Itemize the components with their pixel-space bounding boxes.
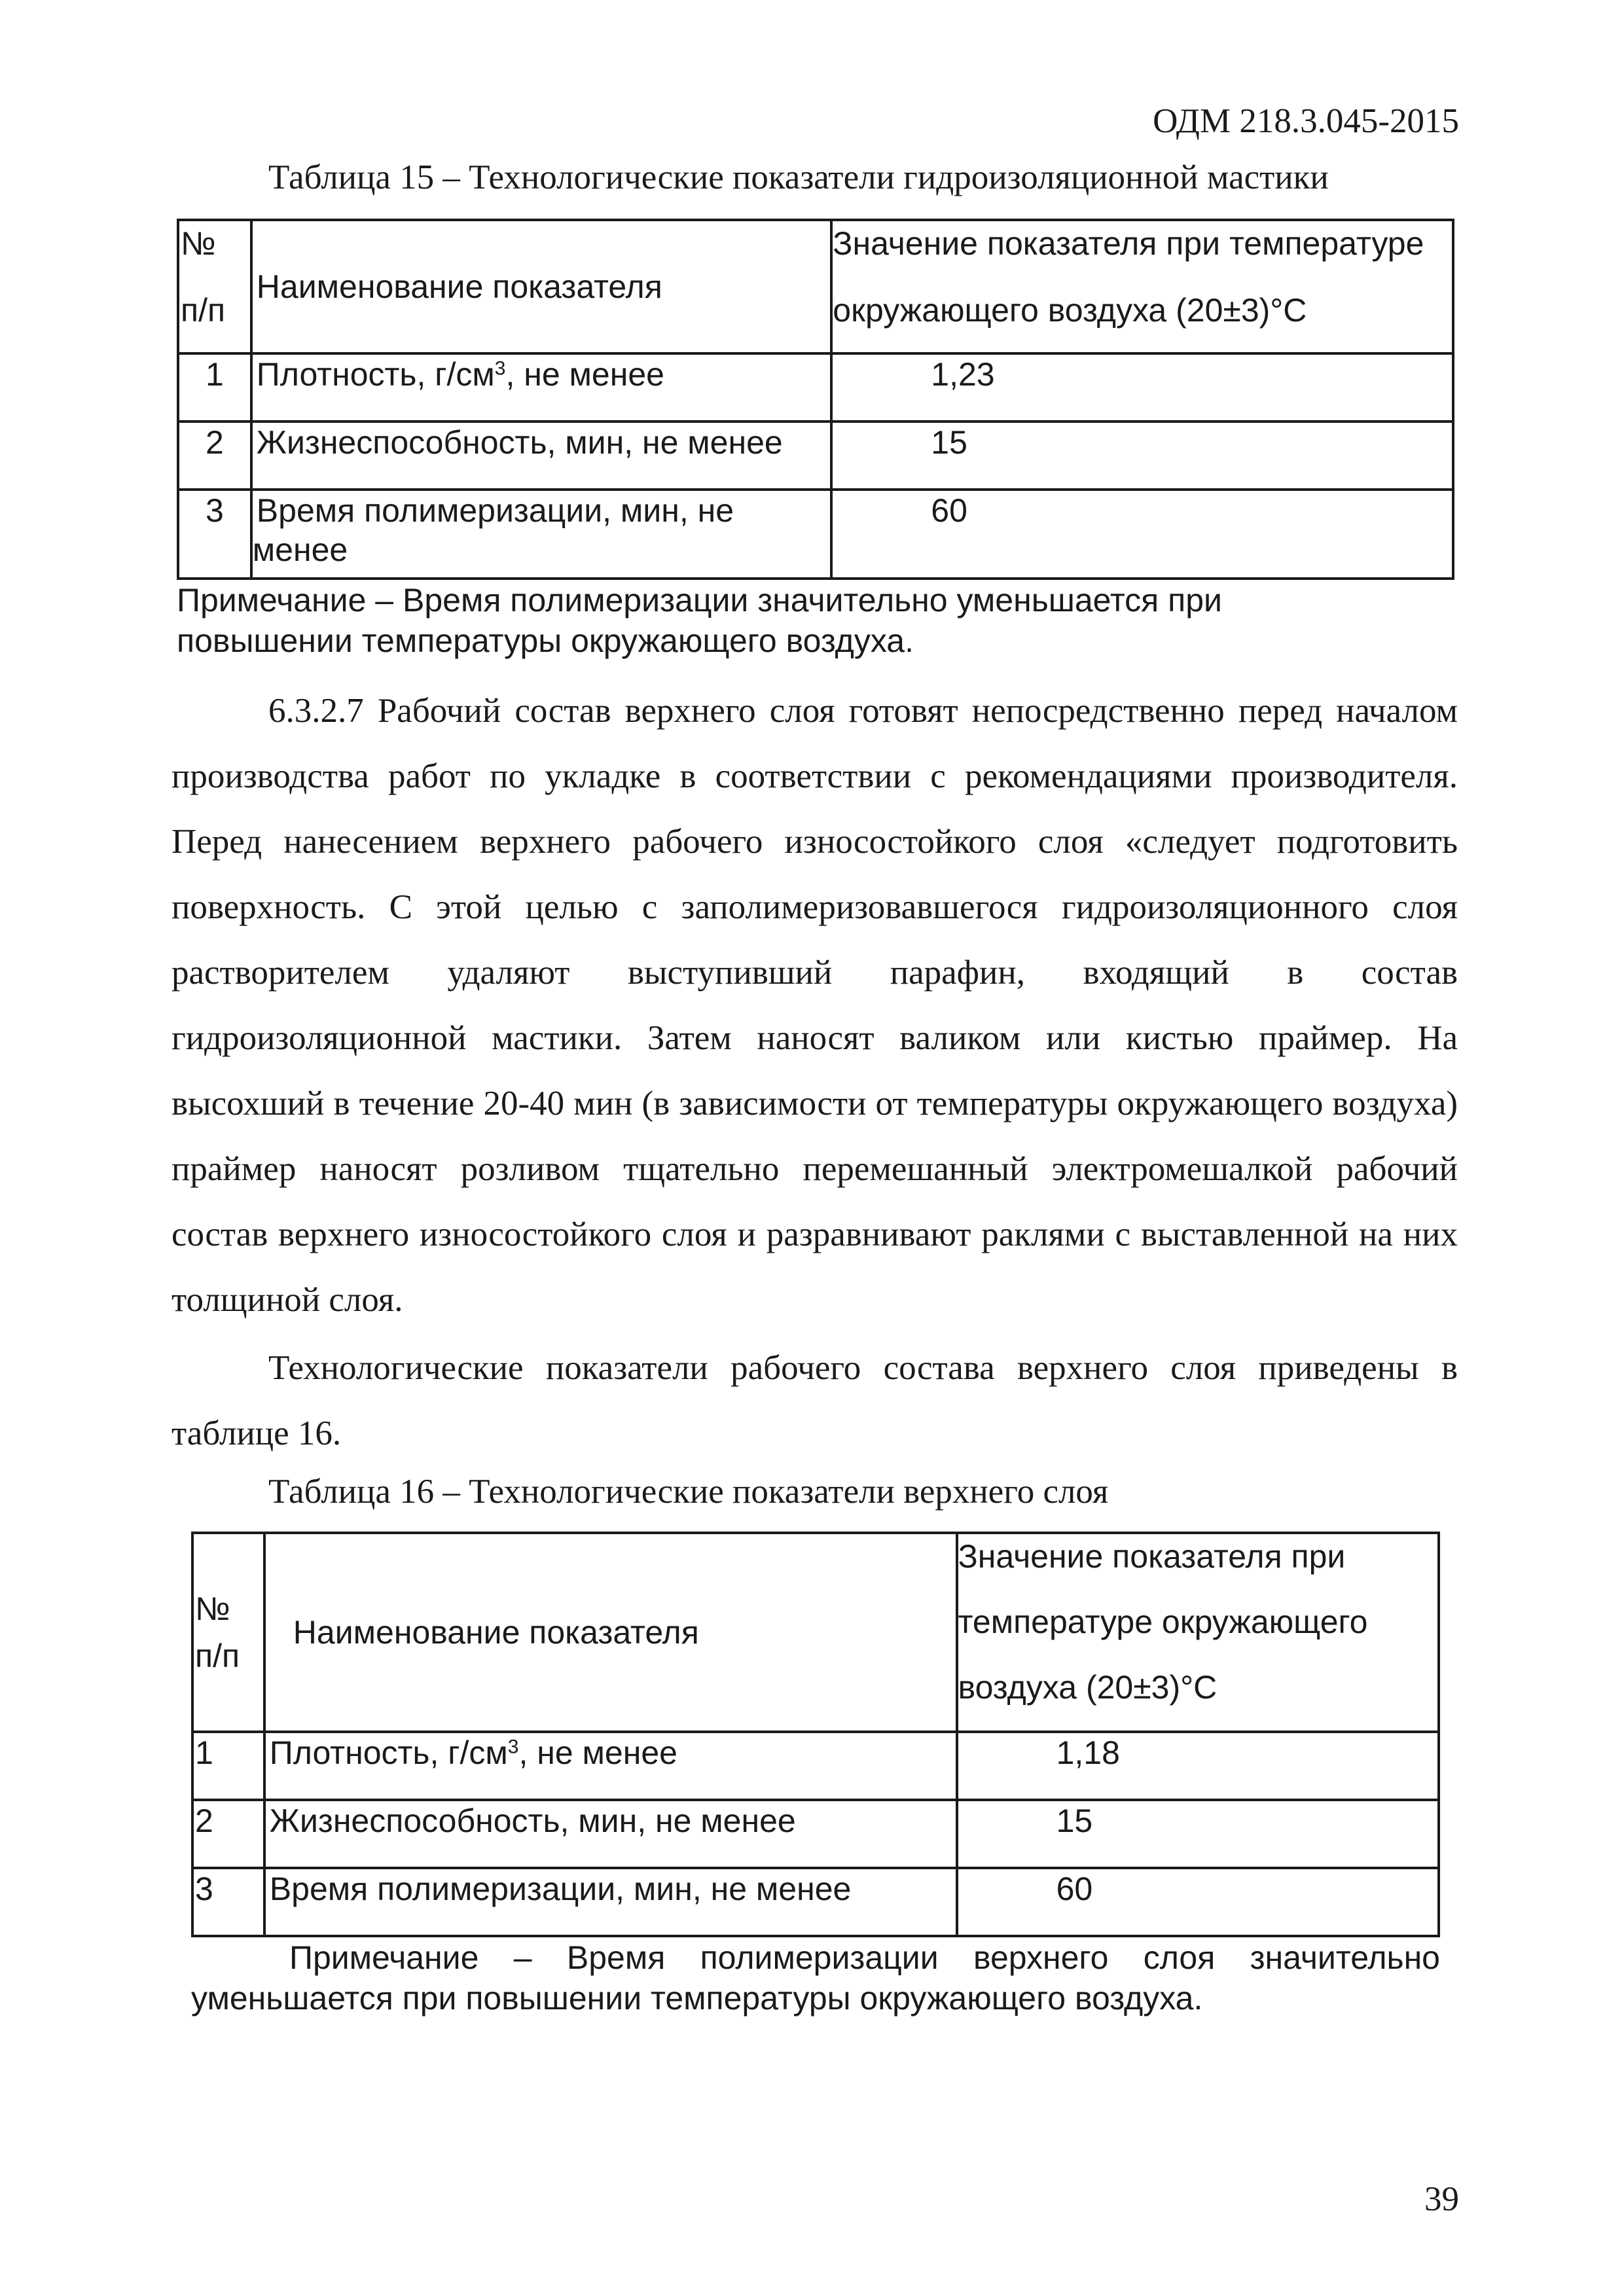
table-row: 1 Плотность, $г/см^3$, не менее 1,18 <box>192 1732 1439 1800</box>
table15-row3-name: Время полимеризации, мин, не менее <box>251 490 831 579</box>
table-row: 2 Жизнеспособность, мин, не менее 15 <box>192 1800 1439 1868</box>
table16-row1-name: Плотность, $г/см^3$, не менее <box>264 1732 957 1800</box>
table16-header-value: Значение показателя при температуре окружающего воздуха (20±3)°С <box>957 1533 1439 1732</box>
table15-caption: Таблица 15 – Технологические показатели гидроизоляционной мастики <box>268 158 1329 196</box>
table-row: 3 Время полимеризации, мин, не менее 60 <box>192 1868 1439 1936</box>
table15-header-value: Значение показателя при температуре окружающего воздуха (20±3)°С <box>831 220 1453 353</box>
table16-header-num: № п/п <box>192 1533 264 1732</box>
paragraph-table16-ref: Технологические показатели рабочего состава верхнего слоя приведены в таблице 16. <box>171 1349 1458 1452</box>
page-number: 39 <box>1424 2180 1459 2218</box>
table16-note: Примечание – Время полимеризации верхнего слоя значительно уменьшается при повышении температуры окружающего воздуха. <box>191 1939 1440 2017</box>
table-row: 3 Время полимеризации, мин, не менее 60 <box>178 490 1453 579</box>
table16-caption: Таблица 16 – Технологические показатели верхнего слоя <box>268 1473 1109 1511</box>
table16-header-row <box>192 1533 1439 1732</box>
table15-row1-name: Плотность, $г/см^3$, не менее <box>251 353 831 422</box>
table15-header-row <box>178 220 1453 353</box>
table15-header-num: № п/п <box>178 220 251 353</box>
table-row: 1 Плотность, $г/см^3$, не менее 1,23 <box>178 353 1453 422</box>
document-code: ОДМ 218.3.045-2015 <box>1153 102 1459 140</box>
table-row: 2 Жизнеспособность, мин, не менее 15 <box>178 422 1453 490</box>
table16-header-name: Наименование показателя <box>264 1533 957 1732</box>
table15-note: Примечание – Время полимеризации значительно уменьшается при повышении температуры окружающего воздуха. <box>177 582 1222 659</box>
table15-header-name: Наименование показателя <box>251 220 831 353</box>
table15 <box>177 219 1454 580</box>
table16 <box>191 1532 1440 1937</box>
paragraph-6-3-2-7: 6.3.2.7 Рабочий состав верхнего слоя готовят непосредственно перед началом производства работ по укладке в соответствии с рекомендациями производителя. Перед нанесением верхнего рабочего износостойкого слоя «следует подготовить поверхность. С этой целью с заполимеризовавшегося гидроизоляционного слоя растворителем удаляют выступивший парафин, входящий в состав гидроизоляционной мастики. Затем наносят валиком или кистью праймер. На высохший в течение 20-40 мин (в зависимости от температуры окружающего воздуха) праймер наносят розливом тщательно перемешанный электромешалкой рабочий состав верхнего износостойкого слоя и разравнивают раклями с выставленной на них толщиной слоя. <box>171 692 1458 1319</box>
